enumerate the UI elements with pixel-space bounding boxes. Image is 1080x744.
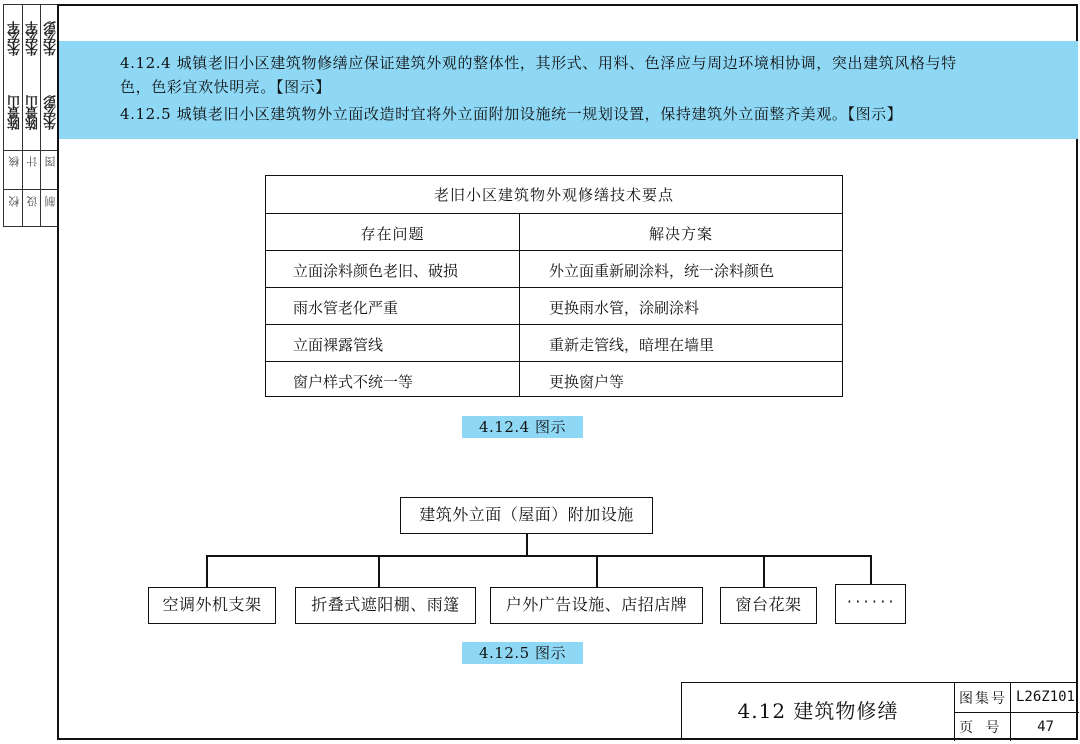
tech-points-table	[265, 175, 843, 397]
signature-check-2: 朱宏军	[26, 23, 41, 56]
signature-strip	[3, 4, 57, 227]
table-row-2-solution: 更换雨水管，涂刷涂料	[549, 299, 700, 317]
table-row-1-problem: 立面涂料颜色老旧、破损	[293, 262, 459, 280]
page-number-label: 页 号	[959, 720, 1004, 736]
clause-4-12-4-line1: 4.12.4 城镇老旧小区建筑物修缮应保证建筑外观的整体性，其形式、用料、色泽应与周边环境相协调，突出建筑风格与特	[120, 54, 957, 72]
connector-child-4	[763, 555, 765, 588]
title-block	[681, 682, 1078, 740]
clause-4-12-4-line2: 色，色彩宜欢快明亮。【图示】	[120, 78, 331, 96]
table-row-4-solution: 更换窗户等	[549, 373, 625, 391]
connector-root-down	[526, 534, 528, 556]
signature-check: 朱宏军	[8, 23, 23, 56]
signature-design-2: 陈景山	[26, 97, 41, 130]
signature-check-3: 朱宏彭	[44, 23, 59, 56]
table-header-problem: 存在问题	[360, 225, 425, 243]
table-row-3-solution: 重新走管线，暗埋在墙里	[549, 336, 715, 354]
role-zhi: 制	[44, 196, 57, 207]
atlas-number-label: 图集号	[959, 691, 1007, 707]
role-ji: 计	[26, 156, 39, 167]
connector-child-1	[206, 555, 208, 588]
table-row-1-solution: 外立面重新刷涂料，统一涂料颜色	[549, 262, 775, 280]
table-row-4-problem: 窗户样式不统一等	[293, 373, 414, 391]
diagram-node-signage: 户外广告设施、店招店牌	[490, 587, 703, 624]
connector-child-5	[870, 555, 872, 585]
role-tu: 图	[44, 156, 57, 167]
table-row-2-problem: 雨水管老化严重	[293, 299, 399, 317]
table-header-solution: 解决方案	[648, 225, 713, 243]
caption-4-12-5: 4.12.5 图示	[462, 642, 583, 664]
connector-horizontal	[206, 555, 871, 557]
connector-child-3	[596, 555, 598, 588]
diagram-root-node: 建筑外立面（屋面）附加设施	[400, 497, 653, 534]
clause-4-12-5: 4.12.5 城镇老旧小区建筑物外立面改造时宜将外立面附加设施统一规划设置，保持建筑外立面整齐美观。【图示】	[120, 105, 903, 123]
signature-design: 陈景山	[8, 97, 23, 130]
role-xiao: 校	[8, 196, 21, 207]
page-number: 47	[1037, 719, 1054, 735]
diagram-node-flower-rack: 窗台花架	[720, 587, 817, 624]
atlas-number: L26Z101	[1015, 689, 1075, 705]
table-row-3-problem: 立面裸露管线	[293, 336, 384, 354]
caption-4-12-4: 4.12.4 图示	[462, 416, 583, 438]
role-she: 设	[26, 196, 39, 207]
table-title: 老旧小区建筑物外观修缮技术要点	[433, 186, 674, 204]
diagram-node-etc: ······	[835, 584, 906, 624]
connector-child-2	[378, 555, 380, 588]
diagram-node-awning: 折叠式遮阳棚、雨篷	[295, 587, 476, 624]
diagram-node-ac-bracket: 空调外机支架	[148, 587, 276, 624]
role-jiao: 核	[8, 156, 21, 167]
signature-draw: 朱宏彭	[44, 97, 59, 130]
section-title: 4.12 建筑物修缮	[682, 683, 955, 741]
